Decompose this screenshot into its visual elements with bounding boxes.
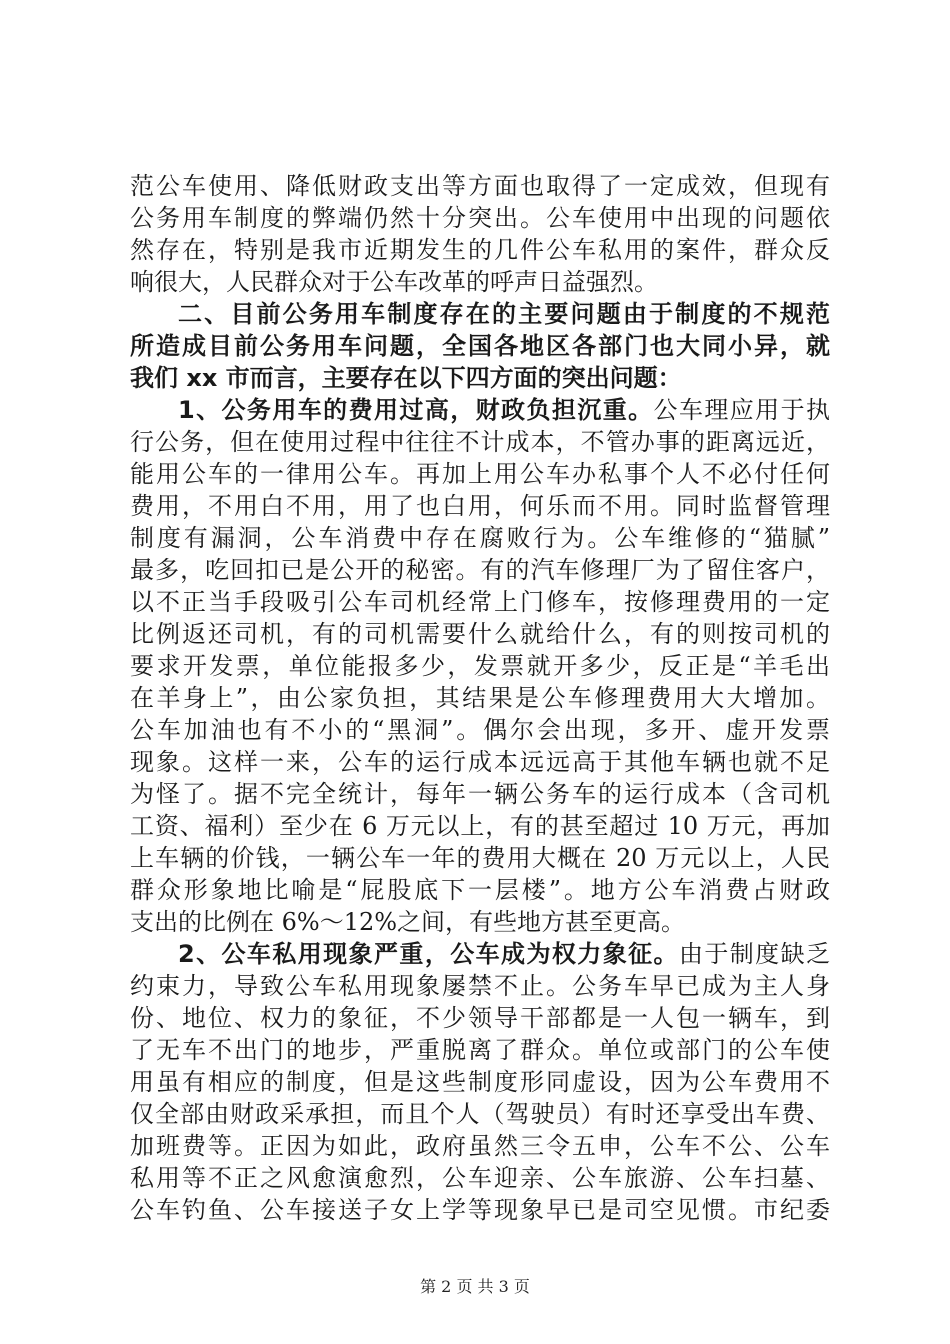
- text-line: 以不正当手段吸引公车司机经常上门修车，按修理费用的一定: [130, 588, 830, 616]
- paragraph-intro-continued: [130, 170, 830, 298]
- text-line: 行公务，但在使用过程中往往不计成本，不管办事的距离远近，: [130, 428, 830, 456]
- text-line: 了无车不出门的地步，严重脱离了群众。单位或部门的公车使: [130, 1036, 830, 1064]
- page-number-label: 第 2 页 共 3 页: [420, 1277, 530, 1296]
- text-line: 制度有漏洞，公车消费中存在腐败行为。公车维修的“猫腻”: [130, 524, 830, 552]
- text-line: 比例返还司机，有的司机需要什么就给什么，有的则按司机的: [130, 620, 830, 648]
- heading-line: 我们 xx 市而言，主要存在以下四方面的突出问题：: [130, 364, 682, 392]
- section-heading-two: [130, 298, 830, 394]
- text-line: 现象。这样一来，公车的运行成本远远高于其他车辆也就不足: [130, 748, 830, 776]
- text-line: 群众形象地比喻是“屁股底下一层楼”。地方公车消费占财政: [130, 876, 830, 904]
- text-line: 响很大，人民群众对于公车改革的呼声日益强烈。: [130, 268, 658, 296]
- text-line: 要求开发票，单位能报多少，发票就开多少，反正是“羊毛出: [130, 652, 830, 680]
- text-line: [130, 394, 830, 426]
- text-line: 支出的比例在 6%～12%之间，有些地方甚至更高。: [130, 908, 686, 936]
- text-line: 上车辆的价钱，一辆公车一年的费用大概在 20 万元以上，人民: [130, 844, 830, 872]
- text-line: 最多，吃回扣已是公开的秘密。有的汽车修理厂为了留住客户，: [130, 556, 830, 584]
- text-line: 在羊身上”，由公家负担，其结果是公车修理费用大大增加。: [130, 684, 830, 712]
- text-line: 范公车使用、降低财政支出等方面也取得了一定成效，但现有: [130, 172, 830, 200]
- text-line: 用虽有相应的制度，但是这些制度形同虚设，因为公车费用不: [130, 1068, 830, 1096]
- paragraph-private-use-issue: [130, 938, 830, 1226]
- text-line: 公务用车制度的弊端仍然十分突出。公车使用中出现的问题依: [130, 204, 830, 232]
- text-line: 仅全部由财政采承担，而且个人（驾驶员）有时还享受出车费、: [130, 1100, 830, 1128]
- text-line: 为怪了。据不完全统计，每年一辆公务车的运行成本（含司机: [130, 780, 830, 808]
- paragraph-lead-heading: 2、公车私用现象严重，公车成为权力象征。: [178, 940, 679, 968]
- text-line: [130, 938, 830, 970]
- text-line: 私用等不正之风愈演愈烈，公车迎亲、公车旅游、公车扫墓、: [130, 1164, 830, 1192]
- text-run: 公车理应用于执: [653, 396, 831, 424]
- heading-line: 所造成目前公务用车问题，全国各地区各部门也大同小异，就: [130, 332, 830, 360]
- text-line: 公车钓鱼、公车接送子女上学等现象早已是司空见惯。市纪委: [130, 1196, 830, 1224]
- text-line: 加班费等。正因为如此，政府虽然三令五申，公车不公、公车: [130, 1132, 830, 1160]
- text-line: 费用，不用白不用，用了也白用，何乐而不用。同时监督管理: [130, 492, 830, 520]
- heading-line: 二、目前公务用车制度存在的主要问题由于制度的不规范: [178, 300, 830, 328]
- text-run: 由于制度缺乏: [678, 940, 830, 968]
- text-line: 公车加油也有不小的“黑洞”。偶尔会出现，多开、虚开发票: [130, 716, 830, 744]
- paragraph-lead-heading: 1、公务用车的费用过高，财政负担沉重。: [178, 396, 654, 424]
- text-line: 份、地位、权力的象征，不少领导干部都是一人包一辆车，到: [130, 1004, 830, 1032]
- page-footer: [0, 1277, 950, 1297]
- text-line: 能用公车的一律用公车。再加上用公车办私事个人不必付任何: [130, 460, 830, 488]
- text-line: 约束力，导致公车私用现象屡禁不止。公务车早已成为主人身: [130, 972, 830, 1000]
- text-line: 然存在，特别是我市近期发生的几件公车私用的案件，群众反: [130, 236, 830, 264]
- document-body: [130, 170, 830, 1226]
- paragraph-cost-issue: [130, 394, 830, 938]
- text-line: 工资、福利）至少在 6 万元以上，有的甚至超过 10 万元，再加: [130, 812, 830, 840]
